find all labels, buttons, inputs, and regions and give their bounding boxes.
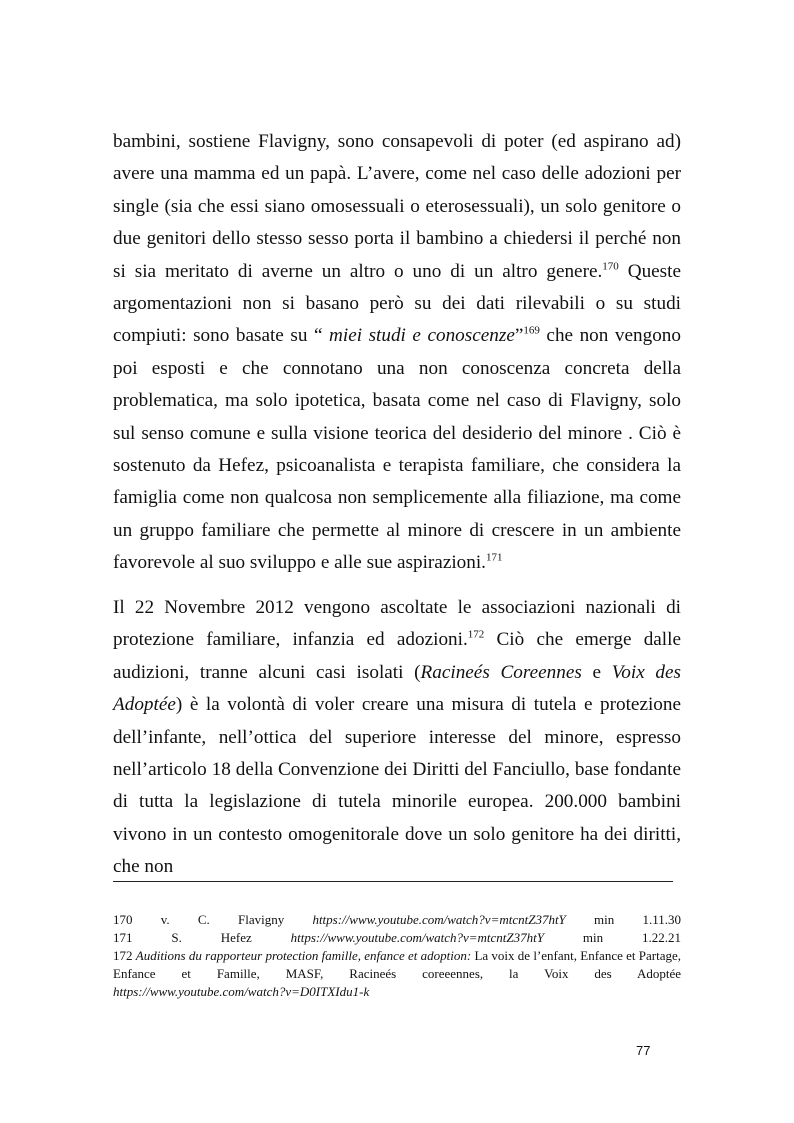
footnote-link[interactable]: https://www.youtube.com/watch?v=mtcntZ37htY bbox=[290, 930, 544, 945]
footnotes bbox=[113, 911, 681, 1001]
footnote-link[interactable]: https://www.youtube.com/watch?v=D0ITXIdu1-k bbox=[113, 984, 370, 999]
italic-association-name: Racineés Coreennes bbox=[420, 661, 582, 683]
footnote-172 bbox=[113, 947, 681, 983]
text-run: che non vengono poi esposti e che connotano una non conoscenza concreta della problematica, ma solo ipotetica, basata come nel caso di Flavigny, solo sul senso comune e sulla visione teorica del desiderio del minore . Ciò è sostenuto da Hefez, psicoanalista e terapista familiare, che considera la famiglia come non qualcosa non semplicemente alla filiazione, ma come un gruppo familiare che permette al minore di crescere in un ambiente favorevole al suo sviluppo e alle sue aspirazioni. bbox=[113, 325, 681, 574]
footnote-author: Hefez bbox=[220, 930, 252, 945]
footnote-min-label: min bbox=[594, 912, 615, 927]
footnote-separator bbox=[113, 881, 673, 882]
footnote-ref-170[interactable]: 170 bbox=[602, 260, 619, 273]
footnote-author: Flavigny bbox=[237, 912, 285, 927]
text-run: ) è la volontà di voler creare una misura di tutela e protezione dell’infante, nell’ottica del superiore interesse del minore, espresso nell’articolo 18 della Convenzione dei Diritti del Fanciullo, base fondante di tutta la legislazione di tutela minorile europea. 200.000 bambini vivono in un contesto omogenitorale dove un solo genitore ha dei diritti, che non bbox=[113, 694, 681, 878]
footnote-title: Auditions du rapporteur protection famille, enfance et adoption: bbox=[135, 948, 472, 963]
footnote-link[interactable]: https://www.youtube.com/watch?v=mtcntZ37htY bbox=[312, 912, 566, 927]
footnote-number: 171 bbox=[113, 930, 133, 945]
text-run: ” bbox=[514, 325, 524, 347]
footnote-timestamp: 1.11.30 bbox=[642, 912, 681, 927]
footnote-prefix: v. bbox=[160, 912, 170, 927]
footnote-number: 170 bbox=[113, 912, 133, 927]
text-run: Queste argomentazioni non si basano però su dei dati rilevabili o su studi compiuti: sono basate su “ bbox=[113, 260, 681, 347]
text-run: bambini, sostiene Flavigny, sono consapevoli di poter (ed aspirano ad) avere una mamma ed un papà. L’avere, come nel caso delle adozioni per single (sia che essi siano omosessuali o eterosessuali), un solo genitore o due genitori dello stesso sesso porta il bambino a chiedersi il perché non si sia meritato di averne un altro o uno di un altro genere. bbox=[113, 131, 681, 282]
footnote-ref-171[interactable]: 171 bbox=[485, 551, 503, 564]
page-number: 77 bbox=[636, 1043, 651, 1058]
footnote-ref-172[interactable]: 172 bbox=[467, 629, 485, 642]
footnote-number: 172 bbox=[113, 948, 133, 963]
text-run: Ciò che emerge dalle audizioni, tranne alcuni casi isolati ( bbox=[113, 629, 681, 683]
footnote-initial: C. bbox=[197, 912, 210, 927]
footnote-ref-169[interactable]: 169 bbox=[523, 325, 540, 338]
footnote-170 bbox=[113, 911, 681, 929]
text-run: e bbox=[581, 661, 612, 683]
text-run: Il 22 Novembre 2012 vengono ascoltate le associazioni nazionali di protezione familiare, infanzia ed adozioni. bbox=[113, 597, 681, 651]
footnote-172-link-line bbox=[113, 983, 681, 1001]
body-paragraph-2 bbox=[113, 592, 681, 884]
italic-association-name: Voix des Adoptée bbox=[113, 661, 681, 716]
footnote-min-label: min bbox=[582, 930, 604, 945]
footnote-text: La voix de l’enfant, Enfance et Partage, Enfance et Famille, MASF, Racineés coreeennes, la Voix des Adoptée bbox=[113, 948, 681, 981]
footnote-initial: S. bbox=[171, 930, 182, 945]
italic-quote: miei studi e conoscenze bbox=[329, 325, 515, 347]
footnote-timestamp: 1.22.21 bbox=[641, 930, 681, 945]
body-paragraph-1 bbox=[113, 126, 681, 580]
footnote-171 bbox=[113, 929, 681, 947]
